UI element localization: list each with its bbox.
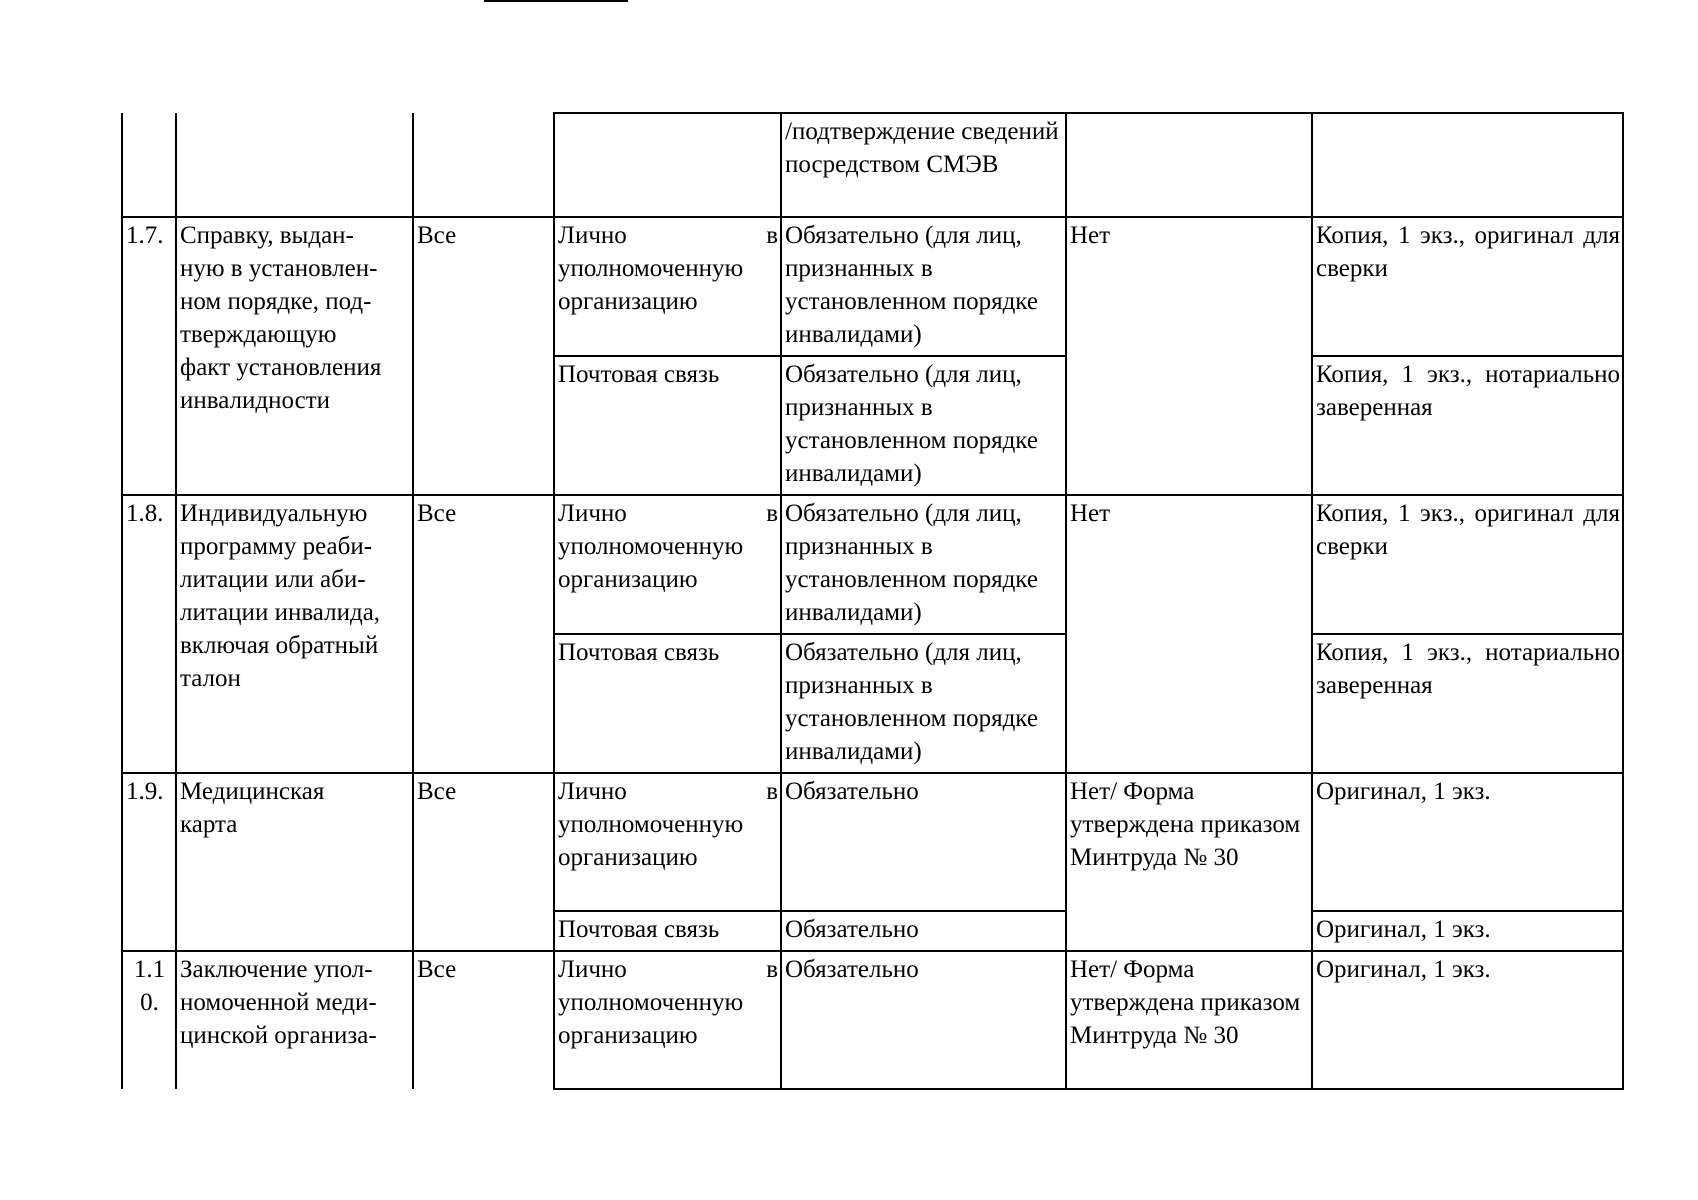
row-number-text: 1.7.: [126, 222, 164, 249]
row-number: [122, 773, 176, 951]
document-name-cell: [176, 495, 413, 773]
applicant-cell: [413, 951, 554, 1089]
requirement-cell: [781, 773, 1066, 911]
copy-text: Копия, 1 экз., нотариально заверенная: [1316, 639, 1620, 699]
requirement-cell: [781, 113, 1066, 217]
method-word: Лично: [558, 956, 627, 983]
form-cell: [1066, 113, 1312, 217]
method-cell: [554, 951, 781, 1089]
documents-table: [121, 112, 1624, 1090]
name-line: карта: [180, 811, 238, 838]
name-line: литации инвалида,: [180, 599, 381, 626]
table-row: [122, 217, 1623, 356]
row-number: [122, 951, 176, 1089]
form-cell: [1066, 495, 1312, 773]
name-line: Индивидуальную: [180, 500, 368, 527]
form-text: Нет/ Форма утверждена приказом Минтруда № 30: [1070, 956, 1301, 1049]
requirement-text: Обязательно: [785, 778, 919, 805]
method-word: в: [766, 778, 778, 805]
row-number-text: 1.1 0.: [133, 956, 166, 1016]
applicant-cell: [413, 495, 554, 773]
method-cell: [554, 911, 781, 951]
name-line: ном порядке, под-: [180, 288, 372, 315]
name-line: номоченной меди-: [180, 989, 377, 1016]
requirement-cell: [781, 634, 1066, 773]
name-line: Заключение упол-: [180, 956, 373, 983]
who-cell: [413, 113, 554, 217]
method-cell: [554, 113, 781, 217]
table-row: [122, 773, 1623, 911]
method-word: организацию: [558, 566, 698, 593]
method-text: Почтовая связь: [558, 916, 720, 943]
requirement-text: Обязательно: [785, 916, 919, 943]
method-word: в: [766, 500, 778, 527]
requirement-cell: [781, 356, 1066, 495]
applicant-text: Все: [417, 778, 457, 805]
copy-cell: [1312, 113, 1623, 217]
method-cell: [554, 217, 781, 356]
row-number-text: 1.8.: [126, 500, 164, 527]
copy-text: Копия, 1 экз., нотариально заверенная: [1316, 361, 1620, 421]
applicant-text: Все: [417, 956, 457, 983]
copy-cell: [1312, 217, 1623, 356]
method-word: уполномоченную: [558, 533, 744, 560]
form-text: Нет/ Форма утверждена приказом Минтруда № 30: [1070, 778, 1301, 871]
copy-cell: [1312, 911, 1623, 951]
requirement-cell: [781, 911, 1066, 951]
name-line: талон: [180, 665, 241, 692]
name-line: Медицинская: [180, 778, 325, 805]
copy-cell: [1312, 356, 1623, 495]
name-line: тверждающую: [180, 321, 337, 348]
method-word: в: [766, 956, 778, 983]
copy-cell: [1312, 495, 1623, 634]
applicant-text: Все: [417, 222, 457, 249]
method-word: уполномоченную: [558, 255, 744, 282]
table-row-continuation: [122, 113, 1623, 217]
method-word: уполномоченную: [558, 989, 744, 1016]
copy-text: Копия, 1 экз., оригинал для сверки: [1316, 500, 1620, 560]
row-number: [122, 217, 176, 495]
requirement-cell: [781, 495, 1066, 634]
copy-text: Оригинал, 1 экз.: [1316, 956, 1491, 983]
name-cell: [176, 113, 413, 217]
method-cell: [554, 773, 781, 911]
method-word: уполномоченную: [558, 811, 744, 838]
row-number-text: 1.9.: [126, 778, 164, 805]
copy-cell: [1312, 951, 1623, 1089]
form-cell: [1066, 773, 1312, 951]
method-word: в: [766, 222, 778, 249]
form-text: Нет: [1070, 500, 1111, 527]
method-cell: [554, 356, 781, 495]
requirement-text: Обязательно (для лиц, признанных в установленном порядке инвалидами): [785, 222, 1038, 348]
requirement-text: Обязательно (для лиц, признанных в установленном порядке инвалидами): [785, 361, 1038, 487]
method-word: Лично: [558, 778, 627, 805]
requirement-text: Обязательно (для лиц, признанных в установленном порядке инвалидами): [785, 500, 1038, 626]
name-line: Справку, выдан-: [180, 222, 354, 249]
method-word: Лично: [558, 222, 627, 249]
method-text: Почтовая связь: [558, 361, 720, 388]
requirement-text: Обязательно: [785, 956, 919, 983]
copy-text: Копия, 1 экз., оригинал для сверки: [1316, 222, 1620, 282]
method-word: организацию: [558, 844, 698, 871]
method-cell: [554, 495, 781, 634]
table-row: [122, 951, 1623, 1089]
name-line: инвалидности: [180, 387, 331, 414]
num-cell: [122, 113, 176, 217]
document-name-cell: [176, 217, 413, 495]
copy-cell: [1312, 773, 1623, 911]
table-row: [122, 495, 1623, 634]
method-word: организацию: [558, 1022, 698, 1049]
name-line: ную в установлен-: [180, 255, 378, 282]
document-name-cell: [176, 773, 413, 951]
method-text: Почтовая связь: [558, 639, 720, 666]
requirement-cell: [781, 217, 1066, 356]
name-line: цинской организа-: [180, 1022, 377, 1049]
requirement-cell: [781, 951, 1066, 1089]
form-cell: [1066, 217, 1312, 495]
method-cell: [554, 634, 781, 773]
header-rule: [484, 0, 628, 2]
row-number: [122, 495, 176, 773]
applicant-cell: [413, 773, 554, 951]
copy-cell: [1312, 634, 1623, 773]
method-word: организацию: [558, 288, 698, 315]
name-line: программу реаби-: [180, 533, 373, 560]
name-line: литации или аби-: [180, 566, 366, 593]
form-text: Нет: [1070, 222, 1111, 249]
applicant-cell: [413, 217, 554, 495]
method-word: Лично: [558, 500, 627, 527]
requirement-text: Обязательно (для лиц, признанных в установленном порядке инвалидами): [785, 639, 1038, 765]
form-cell: [1066, 951, 1312, 1089]
document-name-cell: [176, 951, 413, 1089]
name-line: включая обратный: [180, 632, 379, 659]
requirement-text: /подтверждение сведений посредством СМЭВ: [785, 118, 1059, 178]
name-line: факт установления: [180, 354, 382, 381]
copy-text: Оригинал, 1 экз.: [1316, 916, 1491, 943]
applicant-text: Все: [417, 500, 457, 527]
copy-text: Оригинал, 1 экз.: [1316, 778, 1491, 805]
